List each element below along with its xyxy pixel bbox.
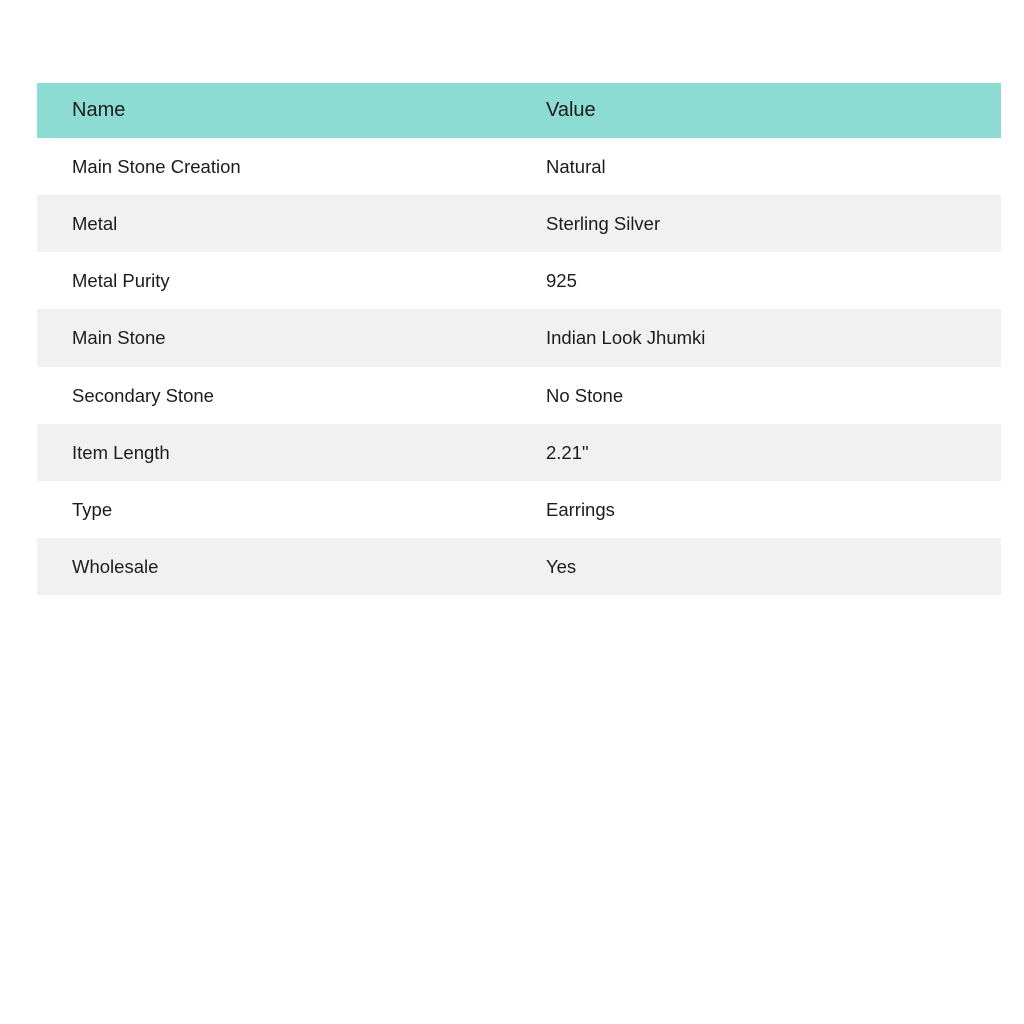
row-name: Type	[37, 481, 524, 538]
row-value: Earrings	[524, 481, 1001, 538]
table-header-row	[37, 83, 1001, 138]
table-row	[37, 367, 1001, 424]
row-name: Wholesale	[37, 538, 524, 595]
column-header-value: Value	[524, 83, 1001, 138]
row-name: Metal Purity	[37, 252, 524, 309]
row-value: No Stone	[524, 367, 1001, 424]
row-name: Main Stone	[37, 309, 524, 366]
row-value: Natural	[524, 138, 1001, 195]
row-name: Metal	[37, 195, 524, 252]
table-row	[37, 252, 1001, 309]
row-value: Indian Look Jhumki	[524, 309, 1001, 366]
table-row	[37, 481, 1001, 538]
column-header-name: Name	[37, 83, 524, 138]
row-value: 925	[524, 252, 1001, 309]
table-row	[37, 195, 1001, 252]
table-header	[37, 83, 1001, 138]
row-name: Main Stone Creation	[37, 138, 524, 195]
row-value: 2.21"	[524, 424, 1001, 481]
table-row	[37, 138, 1001, 195]
row-value: Yes	[524, 538, 1001, 595]
table-row	[37, 424, 1001, 481]
specifications-table	[37, 83, 1001, 595]
table-row	[37, 309, 1001, 366]
table-row	[37, 538, 1001, 595]
row-name: Secondary Stone	[37, 367, 524, 424]
row-name: Item Length	[37, 424, 524, 481]
table-body	[37, 138, 1001, 595]
row-value: Sterling Silver	[524, 195, 1001, 252]
